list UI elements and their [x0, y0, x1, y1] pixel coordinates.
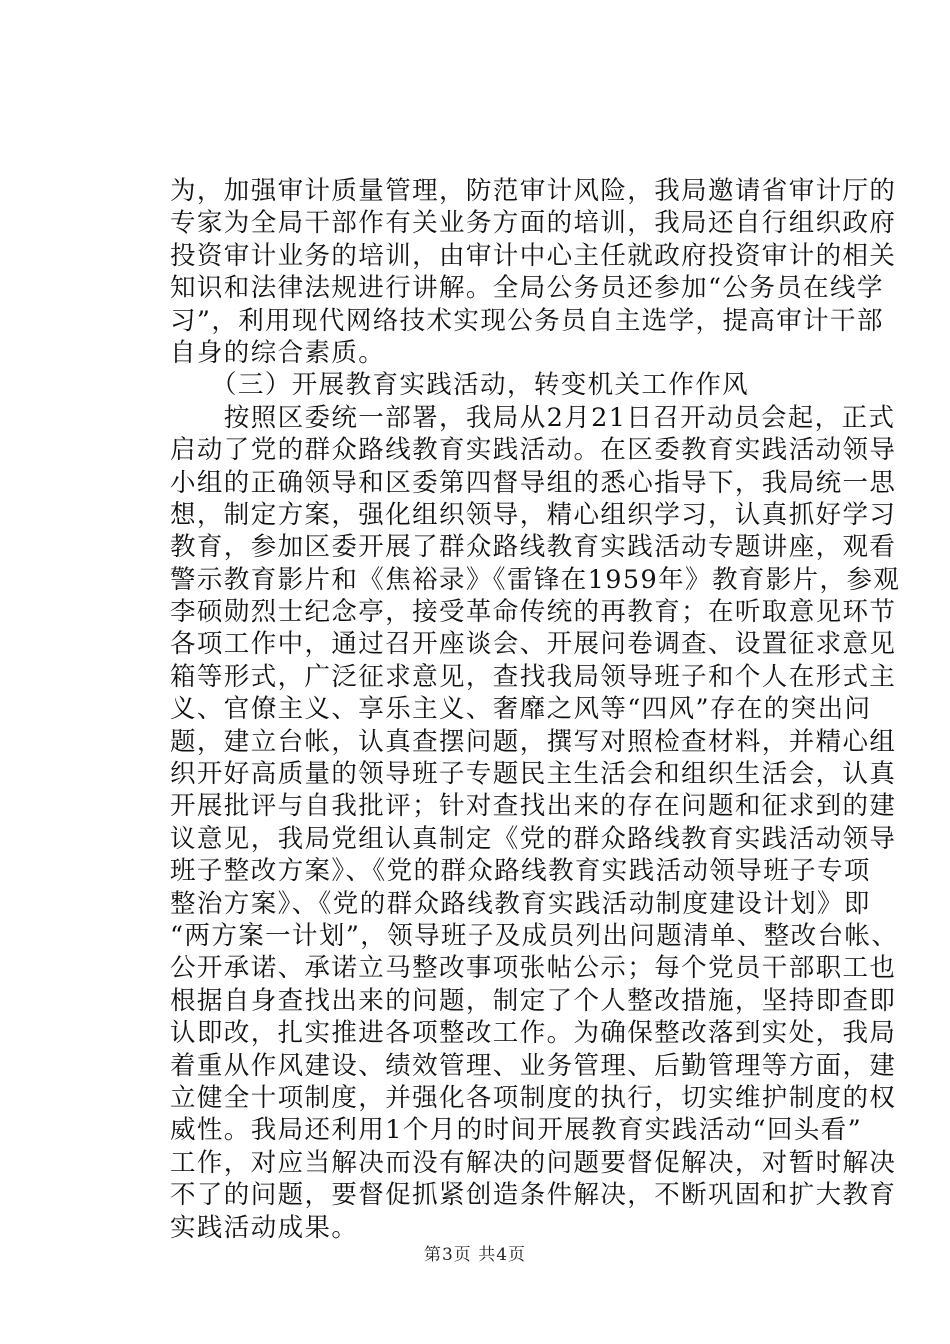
text-line: 班子整改方案》、《党的群众路线教育实践活动领导班子专项	[170, 856, 871, 887]
text-line: 按照区委统一部署，我局从2月21日召开动员会起，正式	[170, 402, 896, 433]
text-line: 织开好高质量的领导班子专题民主生活会和组织生活会，认真	[170, 759, 897, 790]
text-line: 威性。我局还利用1个月的时间开展教育实践活动“回头看”	[170, 1115, 863, 1146]
text-line: 工作，对应当解决而没有解决的问题要督促解决，对暂时解决	[170, 1147, 897, 1178]
text-line: 议意见，我局党组认真制定《党的群众路线教育实践活动领导	[170, 823, 897, 854]
text-line: 认即改，扎实推进各项整改工作。为确保整改落到实处，我局	[170, 1018, 897, 1049]
document-body	[170, 175, 901, 1244]
text-line: 开展批评与自我批评；针对查找出来的存在问题和征求到的建	[170, 791, 897, 822]
text-line: 投资审计业务的培训，由审计中心主任就政府投资审计的相关	[170, 240, 897, 271]
text-line: 整治方案》、《党的群众路线教育实践活动制度建设计划》即	[170, 888, 871, 919]
text-line: 想，制定方案，强化组织领导，精心组织学习，认真抓好学习	[170, 499, 897, 530]
text-line: “两方案一计划”，领导班子及成员列出问题清单、整改台帐、	[170, 920, 899, 951]
text-line: 不了的问题，要督促抓紧创造条件解决，不断巩固和扩大教育	[170, 1180, 897, 1211]
page-number-footer: 第3页 共4页	[423, 1245, 527, 1265]
text-line: 小组的正确领导和区委第四督导组的悉心指导下，我局统一思	[170, 467, 897, 498]
text-line: 题，建立台帐，认真查摆问题，撰写对照检查材料，并精心组	[170, 726, 897, 757]
text-line: 警示教育影片和《焦裕录》《雷锋在1959年》教育影片，参观	[170, 564, 901, 595]
text-line: 李硕勋烈士纪念亭，接受革命传统的再教育；在听取意见环节	[170, 597, 897, 628]
text-line: 各项工作中，通过召开座谈会、开展问卷调查、设置征求意见	[170, 629, 897, 660]
text-line: 根据自身查找出来的问题，制定了个人整改措施，坚持即查即	[170, 985, 897, 1016]
text-line: 实践活动成果。	[170, 1212, 359, 1243]
text-line: 专家为全局干部作有关业务方面的培训，我局还自行组织政府	[170, 208, 897, 239]
text-line: 义、官僚主义、享乐主义、奢靡之风等“四风”存在的突出问	[170, 694, 872, 725]
text-line: 启动了党的群众路线教育实践活动。在区委教育实践活动领导	[170, 435, 897, 466]
text-line: 习”，利用现代网络技术实现公务员自主选学，提高审计干部	[170, 305, 884, 336]
text-line: 立健全十项制度，并强化各项制度的执行，切实维护制度的权	[170, 1082, 897, 1113]
text-line: 为，加强审计质量管理，防范审计风险，我局邀请省审计厅的	[170, 176, 897, 206]
text-line: 箱等形式，广泛征求意见，查找我局领导班子和个人在形式主	[170, 661, 897, 692]
text-line: 着重从作风建设、绩效管理、业务管理、后勤管理等方面，建	[170, 1050, 897, 1081]
text-line: 教育，参加区委开展了群众路线教育实践活动专题讲座，观看	[170, 532, 897, 563]
section-heading: （三）开展教育实践活动，转变机关工作作风	[170, 370, 750, 401]
text-line: 公开承诺、承诺立马整改事项张帖公示；每个党员干部职工也	[170, 953, 897, 984]
text-line: 知识和法律法规进行讲解。全局公务员还参加“公务员在线学	[170, 273, 884, 304]
text-line: 自身的综合素质。	[170, 337, 386, 368]
